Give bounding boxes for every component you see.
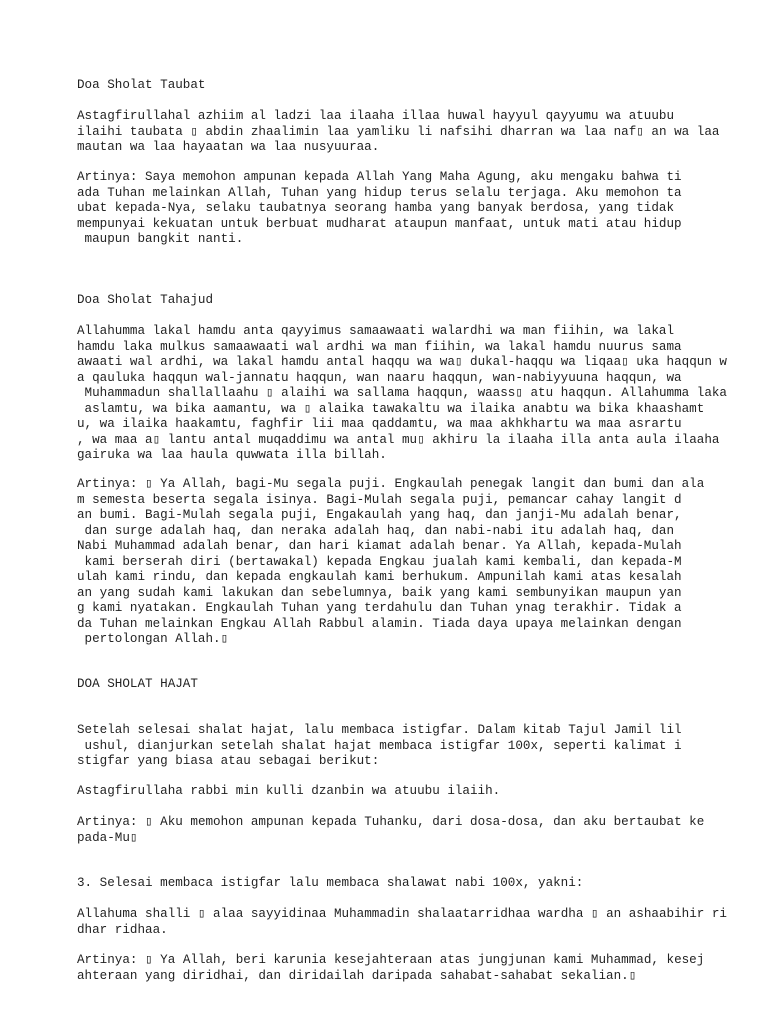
taubat-arabic-text: Astagfirullahal azhiim al ladzi laa ilaaha illaa huwal hayyul qayyumu wa atuubu ilaihi taubata ▯ abdin zhaalimin laa yamliku li nafsihi dharran wa laa naf▯ an wa laa mautan wa laa hayaatan wa laa nusyuuraa. (77, 109, 720, 154)
tahajud-translation: Artinya: ▯ Ya Allah, bagi-Mu segala puji. Engkaulah penegak langit dan bumi dan ala m semesta beserta segala isinya. Bagi-Mulah segala puji, pemancar cahay langit d an bumi. Bagi-Mulah segala puji, Engakaulah yang haq, dan janji-Mu adalah benar, dan surge adalah haq, dan neraka adalah haq, dan nabi-nabi itu adalah haq, dan Nabi Muhammad adalah benar, dan hari kiamat adalah benar. Ya Allah, kepada-Mulah kami berserah diri (bertawakal) kepada Engkau jualah kami kembali, dan kepada-M ulah kami rindu, dan kepada engkaulah kami berhukum. Ampunilah kami atas kesalah an yang sudah kami lakukan dan sebelumnya, baik yang kami sembunyikan maupun yan g kami nyatakan. Engkaulah Tuhan yang terdahulu dan Tuhan ynag terakhir. Tidak a da Tuhan melainkan Engkau Allah Rabbul alamin. Tiada daya upaya melainkan dengan pertolongan Allah.▯ (77, 477, 705, 646)
hajat-istigfar-translation: Artinya: ▯ Aku memohon ampunan kepada Tuhanku, dari dosa-dosa, dan aku bertaubat ke pada-Mu▯ (77, 815, 705, 845)
hajat-istigfar-intro: Setelah selesai shalat hajat, lalu membaca istigfar. Dalam kitab Tajul Jamil lil ushul, dianjurkan setelah shalat hajat membaca istigfar 100x, seperti kalimat i stigfar yang biasa atau sebagai berikut: (77, 723, 682, 768)
heading-doa-sholat-taubat: Doa Sholat Taubat (77, 78, 206, 92)
hajat-istigfar-text: Astagfirullaha rabbi min kulli dzanbin wa atuubu ilaiih. (77, 784, 501, 798)
hajat-shalawat-text: Allahuma shalli ▯ alaa sayyidinaa Muhammadin shalaatarridhaa wardha ▯ an ashaabihir ri dhar ridhaa. (77, 907, 727, 937)
taubat-translation: Artinya: Saya memohon ampunan kepada Allah Yang Maha Agung, aku mengaku bahwa ti ada Tuhan melainkan Allah, Tuhan yang hidup terus selalu terjaga. Aku memohon ta ubat kepada-Nya, selaku taubatnya seorang hamba yang banyak berdosa, yang tidak mempunyai kekuatan untuk berbuat mudharat ataupun manfaat, untuk mati atau hidup maupun bangkit nanti. (77, 170, 682, 246)
tahajud-arabic-text: Allahumma lakal hamdu anta qayyimus samaawaati walardhi wa man fiihin, wa lakal hamdu laka mulkus samaawaati wal ardhi wa man fiihin, wa lakal hamdu nuurus sama awaati wal ardhi, wa lakal hamdu antal haqqu wa wa▯ dukal-haqqu wa liqaa▯ uka haqqun w a qauluka haqqun wal-jannatu haqqun, wan naaru haqqun, wan-nabiyyuuna haqqun, wa Muhammadun shallallaahu ▯ alaihi wa sallama haqqun, waass▯ atu haqqun. Allahumma laka aslamtu, wa bika aamantu, wa ▯ alaika tawakaltu wa ilaika anabtu wa bika khaashamt u, wa ilaika haakamtu, faghfir lii maa qaddamtu, wa maa akhkhartu wa maa asrartu , wa maa a▯ lantu antal muqaddimu wa antal mu▯ akhiru la ilaaha illa anta aula ilaaha gairuka wa laa haula quwwata illa billah. (77, 324, 727, 462)
hajat-shalawat-translation: Artinya: ▯ Ya Allah, beri karunia kesejahteraan atas jungjunan kami Muhammad, kesej ahteraan yang diridhai, dan diridailah daripada sahabat-sahabat sekalian.▯ (77, 953, 705, 983)
heading-doa-sholat-hajat: DOA SHOLAT HAJAT (77, 677, 198, 691)
heading-doa-sholat-tahajud: Doa Sholat Tahajud (77, 293, 214, 307)
hajat-shalawat-step: 3. Selesai membaca istigfar lalu membaca shalawat nabi 100x, yakni: (77, 876, 584, 890)
